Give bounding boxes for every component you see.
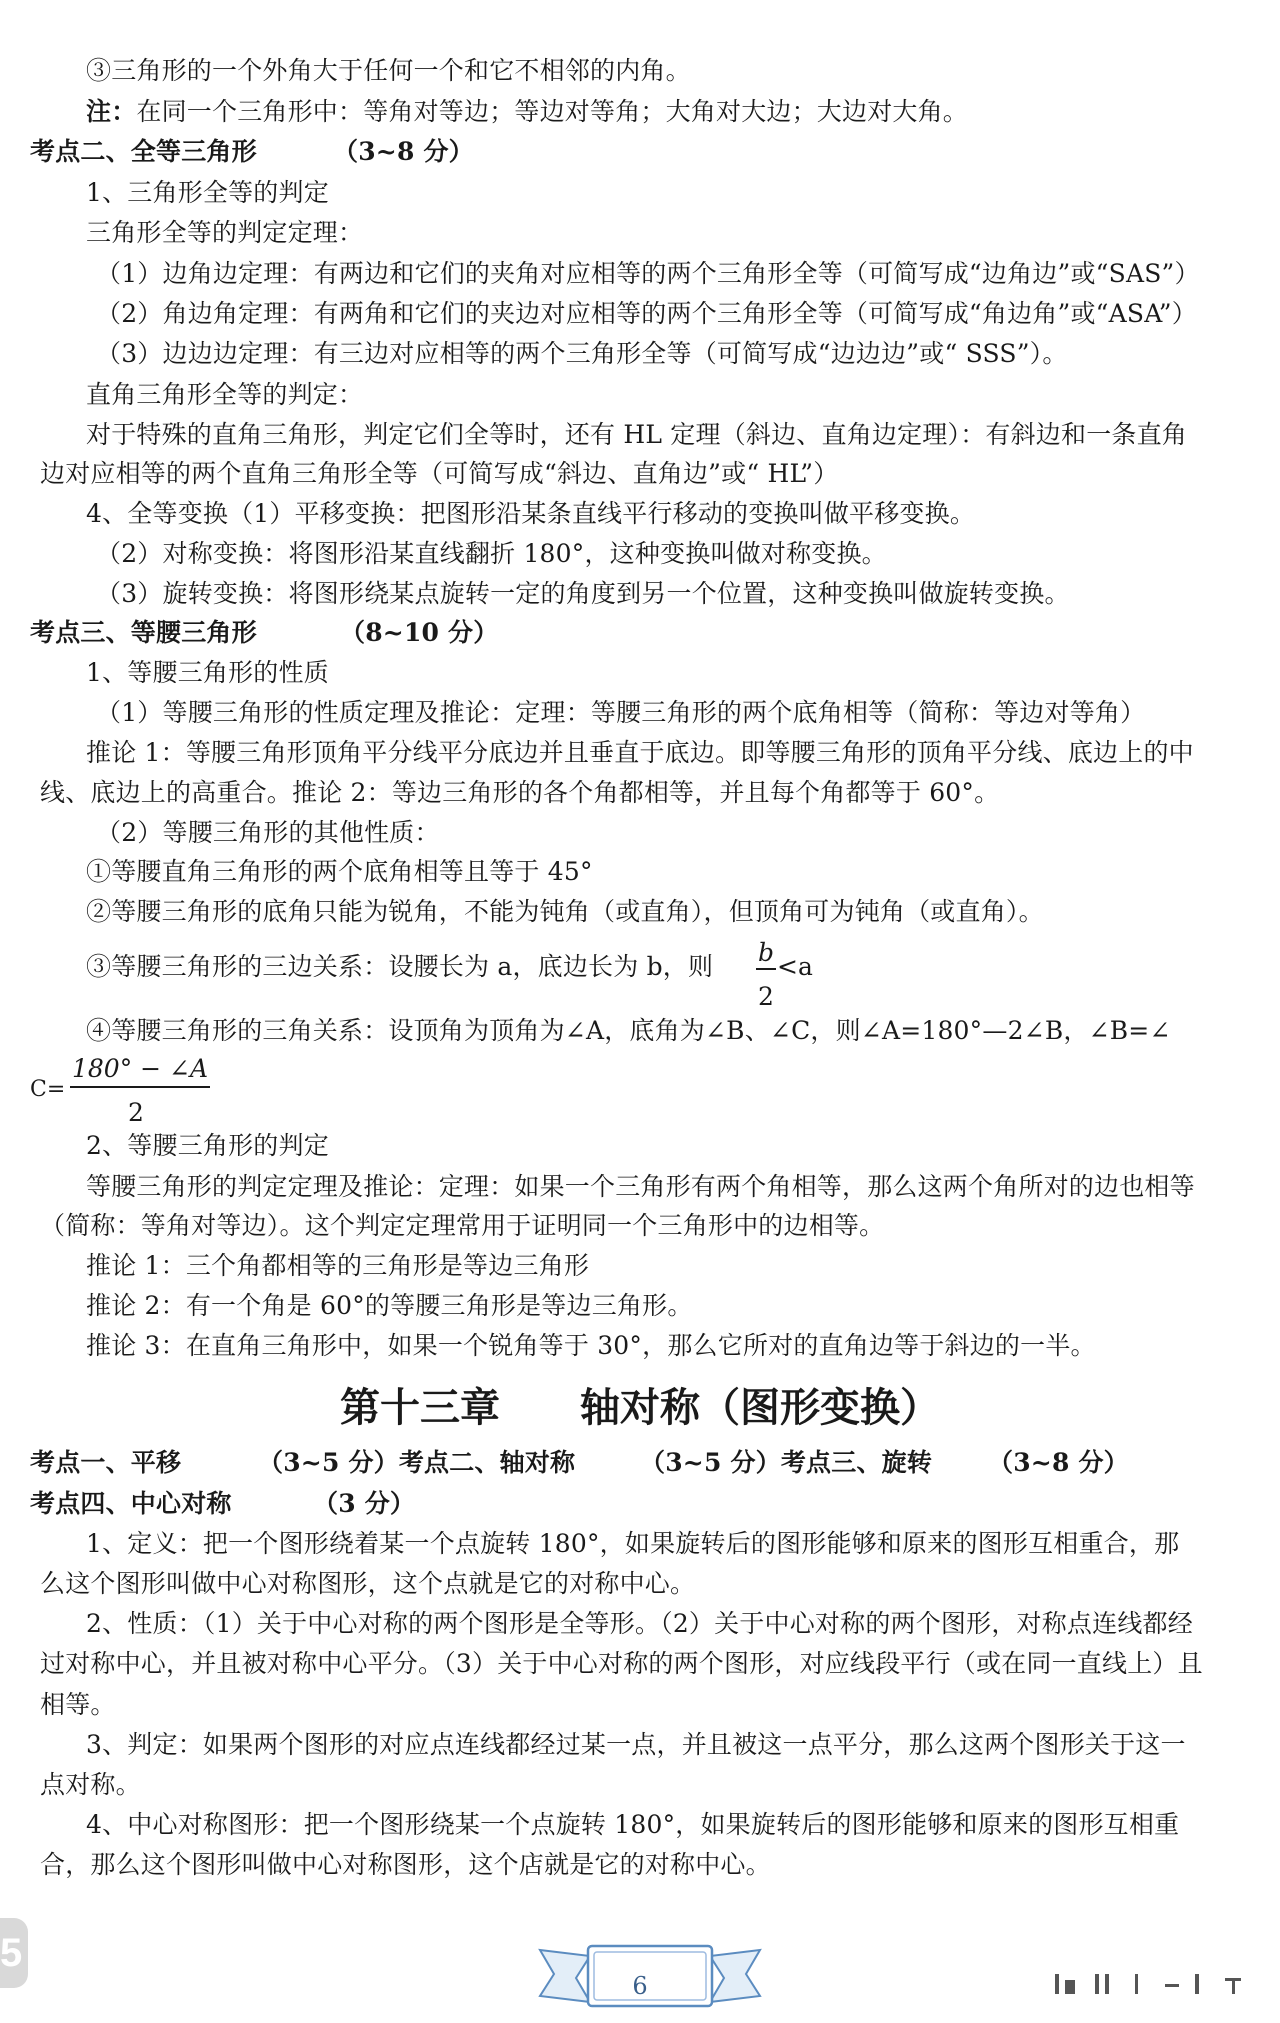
section-heading: 考点四、中心对称 [30, 1489, 232, 1518]
text-line: 三角形全等的判定定理： [86, 218, 364, 247]
text-line: 过对称中心，并且被对称中心平分。（3）关于中心对称的两个图形，对应线段平行（或在同一直线上）且 [40, 1649, 1203, 1678]
text-line: （2）角边角定理：有两角和它们的夹边对应相等的两个三角形全等（可简写成“角边角”或“ASA”） [96, 299, 1197, 328]
fraction-denominator: 2 [758, 982, 774, 1011]
note-line [86, 97, 968, 127]
text-line: ②等腰三角形的底角只能为锐角，不能为钝角（或直角），但顶角可为钝角（或直角）。 [86, 897, 1044, 926]
text-line: 相等。 [40, 1690, 116, 1719]
section-score: （3 分） [313, 1489, 416, 1518]
formula-prefix: C= [30, 1077, 66, 1102]
text-line: （2）对称变换：将图形沿某直线翻折 180°，这种变换叫做对称变换。 [96, 539, 887, 568]
text-line: 等腰三角形的判定定理及推论：定理：如果一个三角形有两个角相等，那么这两个角所对的边也相等 [86, 1172, 1195, 1201]
fraction-numerator: 180° − ∠A [72, 1054, 209, 1083]
section-heading: 考点一、平移 [30, 1448, 182, 1477]
text-line: 线、底边上的高重合。推论 2：等边三角形的各个角都相等，并且每个角都等于 60°。 [40, 778, 1000, 807]
text-line: 对于特殊的直角三角形，判定它们全等时，还有 HL 定理（斜边、直角边定理）：有斜边和一条直角 [86, 420, 1188, 449]
text-line: 合，那么这个图形叫做中心对称图形，这个店就是它的对称中心。 [40, 1850, 771, 1879]
text-line: 推论 1：等腰三角形顶角平分线平分底边并且垂直于底边。即等腰三角形的顶角平分线、底边上的中 [86, 738, 1194, 767]
text-line: 1、三角形全等的判定 [86, 178, 329, 207]
text-line: （1）边角边定理：有两边和它们的夹角对应相等的两个三角形全等（可简写成“边角边”或“SAS”） [96, 259, 1200, 288]
chapter-title: 第十三章 轴对称（图形变换） [340, 1384, 940, 1431]
text-line: ③三角形的一个外角大于任何一个和它不相邻的内角。 [86, 56, 691, 85]
section-score: （3~8 分） [988, 1448, 1129, 1477]
fraction-bar [70, 1086, 210, 1088]
fraction-bar [756, 968, 776, 970]
text-line: 么这个图形叫做中心对称图形，这个点就是它的对称中心。 [40, 1569, 696, 1598]
section-heading: 考点三、等腰三角形 [30, 618, 257, 647]
page-number: 6 [632, 1972, 648, 2000]
note-label: 注： [86, 97, 137, 126]
text-line: 4、全等变换（1）平移变换：把图形沿某条直线平行移动的变换叫做平移变换。 [86, 499, 976, 528]
text-line: 推论 3：在直角三角形中，如果一个锐角等于 30°，那么它所对的直角边等于斜边的一半。 [86, 1331, 1096, 1360]
section-score: （3~8 分） [333, 137, 474, 166]
text-line: ③等腰三角形的三边关系：设腰长为 a，底边长为 b，则 [86, 952, 714, 981]
text-line: （3）边边边定理：有三边对应相等的两个三角形全等（可简写成“边边边”或“ SSS”）。 [96, 339, 1068, 368]
text-line: 边对应相等的两个直角三角形全等（可简写成“斜边、直角边”或“ HL”） [40, 459, 839, 488]
section-score: （8~10 分） [340, 618, 499, 647]
text-line: 推论 2：有一个角是 60°的等腰三角形是等边三角形。 [86, 1291, 693, 1320]
text-line: 直角三角形全等的判定： [86, 380, 364, 409]
section-heading: 考点二、全等三角形 [30, 137, 257, 166]
fraction-numerator: b [758, 938, 775, 967]
text-line: 推论 1：三个角都相等的三角形是等边三角形 [86, 1251, 590, 1280]
text-line: 4、中心对称图形：把一个图形绕某一个点旋转 180°，如果旋转后的图形能够和原来的图形互相重 [86, 1810, 1180, 1839]
text-line: （3）旋转变换：将图形绕某点旋转一定的角度到另一个位置，这种变换叫做旋转变换。 [96, 579, 1070, 608]
note-text: 在同一个三角形中：等角对等边；等边对等角；大角对大边；大边对大角。 [136, 97, 969, 126]
corner-page-mark: 5 [0, 1918, 28, 1988]
text-line: 2、性质：（1）关于中心对称的两个图形是全等形。（2）关于中心对称的两个图形，对称点连线都经 [86, 1609, 1193, 1638]
text-line: 2、等腰三角形的判定 [86, 1131, 329, 1160]
section-heading: （3~5 分）考点二、轴对称 [258, 1448, 576, 1477]
text-line: （简称：等角对等边）。这个判定定理常用于证明同一个三角形中的边相等。 [40, 1211, 885, 1240]
text-line: 1、等腰三角形的性质 [86, 658, 329, 687]
text-line: （2）等腰三角形的其他性质： [96, 818, 440, 847]
inequality-rest: <a [777, 952, 813, 981]
text-line: 点对称。 [40, 1770, 141, 1799]
scan-mark-icon [1055, 1972, 1255, 1996]
text-line: ①等腰直角三角形的两个底角相等且等于 45° [86, 857, 593, 886]
fraction-denominator: 2 [128, 1098, 144, 1127]
text-line: （1）等腰三角形的性质定理及推论：定理：等腰三角形的两个底角相等（简称：等边对等角） [96, 698, 1146, 727]
text-line: 1、定义：把一个图形绕着某一个点旋转 180°，如果旋转后的图形能够和原来的图形互相重合，那 [86, 1529, 1180, 1558]
text-line: ④等腰三角形的三角关系：设顶角为顶角为∠A，底角为∠B、∠C，则∠A=180°—2∠B，∠B=∠ [86, 1016, 1171, 1045]
text-line: 3、判定：如果两个图形的对应点连线都经过某一点，并且被这一点平分，那么这两个图形关于这一 [86, 1730, 1186, 1759]
section-heading: （3~5 分）考点三、旋转 [640, 1448, 933, 1477]
